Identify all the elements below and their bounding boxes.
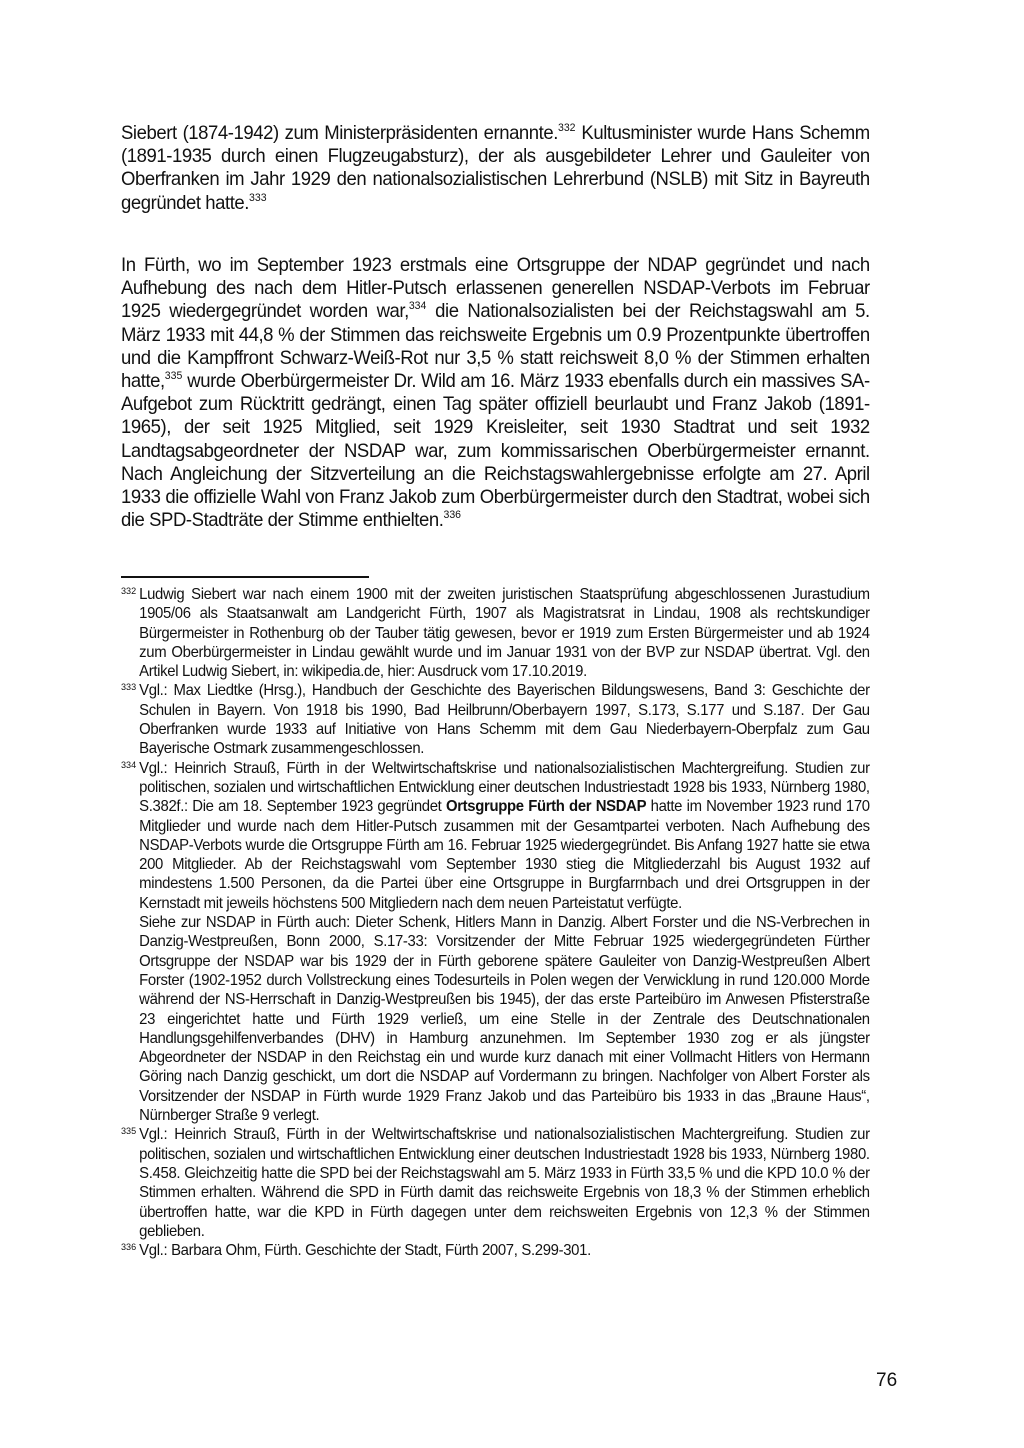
footnote-number: 332: [121, 586, 137, 597]
footnote-332: [121, 585, 870, 681]
footnote-number: 335: [121, 1126, 137, 1138]
footnote-ref-333[interactable]: 333: [249, 191, 267, 204]
paragraph-text: die Nationalsozialisten bei der Reichstagswahl am 5. März 1933 mit 44,8 % der Stimmen das reichsweite Ergebnis um 0.9 Prozentpunkte übertroffen und die Kampffront Schwarz-Weiß-Rot nur 3,5 % statt reichsweit 8,0 % der Stimmen erhalten hatte,: [121, 300, 870, 393]
paragraph-text: Siebert (1874-1942) zum Ministerpräsidenten ernannte.: [121, 122, 558, 144]
footnote-separator: [121, 576, 369, 578]
paragraph-text: Kultusminister wurde Hans Schemm (1891-1935 durch einen Flugzeugabsturz), der als ausgebildeter Lehrer und Gauleiter von Oberfranken im Jahr 1929 den nationalsozialistischen Lehrerbund (NSLB) mit Sitz in Bayreuth gegründet hatte.: [121, 122, 870, 214]
footnote-text: Siehe zur NSDAP in Fürth auch: Dieter Schenk, Hitlers Mann in Danzig. Albert Forster und die NS-Verbrechen in Danzig-Westpreußen, Bonn 2000, S.17-33: Vorsitzender der Mitte Februar 1925 wiedergegründeten Fürther Ortsgruppe der NSDAP war bis 1929 der in Fürth geborene spätere Gauleiter von Danzig-Westpreußen Albert Forster (1902-1952 durch Vollstreckung eines Todesurteils in Polen wegen der Verwicklung in rund 120.000 Morde während der NS-Herrschaft in Danzig-Westpreußen bis 1945), der das erste Parteibüro im Anwesen Pfisterstraße 23 eingerichtet hatte und Fürth 1929 verließ, um eine Stelle in der Zentrale des Deutschnationalen Handlungsgehilfenverbandes (DHV) in Hamburg anzunehmen. Im September 1930 zog er als jüngster Abgeordneter der NSDAP in den Reichstag ein und wurde kurz danach mit einer Vollmacht Hitlers von Hermann Göring nach Danzig geschickt, um dort die NSDAP auf Vordermann zu bringen. Nachfolger von Albert Forster als Vorsitzender der NSDAP in Fürth wurde 1929 Franz Jakob und das Parteibüro bis 1933 in das „Braune Haus“, Nürnberger Straße 9 verlegt.: [139, 914, 870, 1125]
footnote-number: 333: [121, 682, 137, 694]
footnote-text: Vgl.: Max Liedtke (Hrsg.), Handbuch der Geschichte des Bayerischen Bildungswesens, Band 3: Geschichte der Schulen in Bayern. Von 1918 bis 1990, Bad Heilbrunn/Oberbayern 1997, S.173, S.177 und S.187. Der Gau Oberfranken wurde 1933 auf Initiative von Hans Schemm mit dem Gau Niederbayern-Oberpfalz zum Gau Bayerische Ostmark zusammengeschlossen.: [139, 682, 870, 758]
paragraph-text: wurde Oberbürgermeister Dr. Wild am 16. März 1933 ebenfalls durch ein massives SA-Aufgebot zum Rücktritt gedrängt, einen Tag später offiziell beurlaubt und Franz Jakob (1891-1965), der seit 1925 Mitglied, seit 1929 Kreisleiter, seit 1930 Stadtrat und seit 1932 Landtagsabgeordneter der NSDAP war, zum kommissarischen Oberbürgermeister ernannt. Nach Angleichung der Sitzverteilung an die Reichstagswahlergebnisse erfolgte am 27. April 1933 die offizielle Wahl von Franz Jakob zum Oberbürgermeister durch den Stadtrat, wobei sich die SPD-Stadträte der Stimme enthielten.: [121, 370, 870, 532]
paragraph-text: In Fürth, wo im September 1923 erstmals eine Ortsgruppe der NDAP gegründet und nach Aufhebung des nach dem Hitler-Putsch erlassenen generellen NSDAP-Verbots im Februar 1925 wiedergegründet worden war,: [121, 254, 870, 323]
footnote-number: 334: [121, 759, 137, 771]
footnote-334-continuation: [121, 913, 870, 1125]
page-number: 76: [876, 1370, 898, 1391]
footnote-text: Vgl.: Heinrich Strauß, Fürth in der Weltwirtschaftskrise und nationalsozialistischen Machtergreifung. Studien zur politischen, sozialen und wirtschaftlichen Entwicklung einer deutschen Industriestadt 1928 bis 1933, Nürnberg 1980, S.382f.: Die am 18. September 1923 gegründet: [139, 759, 870, 816]
body-paragraph-1: [121, 122, 870, 215]
footnote-ref-335[interactable]: 335: [164, 370, 183, 383]
footnote-text: Vgl.: Barbara Ohm, Fürth. Geschichte der Stadt, Fürth 2007, S.299-301.: [139, 1242, 591, 1260]
footnote-ref-336[interactable]: 336: [443, 509, 462, 522]
footnotes-section: [121, 585, 870, 1260]
footnote-ref-334[interactable]: 334: [408, 300, 427, 313]
footnote-text: Ludwig Siebert war nach einem 1900 mit der zweiten juristischen Staatsprüfung abgeschlossenen Jurastudium 1905/06 als Staatsanwalt am Landgericht Fürth, 1907 als Magistratsrat in Lindau, 1908 als rechtskundiger Bürgermeister in Rothenburg ob der Tauber tätig gewesen, bevor er 1919 zum Ersten Bürgermeister und ab 1924 zum Oberbürgermeister in Lindau gewählt wurde und im Januar 1931 von der BVP zur NSDAP übertrat. Vgl. den Artikel Ludwig Siebert, in: wikipedia.de, hier: Ausdruck vom 17.10.2019.: [139, 586, 870, 681]
footnote-text: hatte im November 1923 rund 170 Mitglieder und wurde nach dem Hitler-Putsch zusammen mit der Gesamtpartei verboten. Nach Aufhebung des NSDAP-Verbots wurde die Ortsgruppe Fürth am 16. Februar 1925 wiedergegründet. Bis Anfang 1927 hatte sie etwa 200 Mitglieder. Ab der Reichstagswahl vom September 1930 stieg die Mitgliederzahl bis August 1932 auf mindestens 1.500 Personen, da die Partei über eine Ortsgruppe in Burgfarrnbach und drei Ortsgruppen in der Kernstadt mit jeweils höchstens 500 Mitgliedern nach dem neuen Parteistatut verfügte.: [139, 798, 870, 912]
footnote-336: [121, 1241, 870, 1260]
footnote-333: [121, 681, 870, 758]
footnote-text: Vgl.: Heinrich Strauß, Fürth in der Weltwirtschaftskrise und nationalsozialistischen Machtergreifung. Studien zur politischen, sozialen und wirtschaftlichen Entwicklung einer deutschen Industriestadt 1928 bis 1933, Nürnberg 1980. S.458. Gleichzeitig hatte die SPD bei der Reichstagswahl am 5. März 1933 in Fürth 33,5 % und die KPD 10.0 % der Stimmen erhalten. Während die SPD in Fürth damit das reichsweite Ergebnis von 18,3 % der Stimmen erheblich übertroffen hatte, war die KPD in Fürth dagegen unter dem reichsweiten Ergebnis von 12,3 % der Stimmen geblieben.: [139, 1126, 870, 1240]
footnote-335: [121, 1125, 870, 1241]
body-paragraph-2: [121, 254, 870, 532]
footnote-334: [121, 759, 870, 913]
footnote-number: 336: [121, 1242, 137, 1254]
footnote-bold-text: Ortsgruppe Fürth der NSDAP: [445, 798, 647, 816]
footnote-ref-332[interactable]: 332: [557, 122, 576, 134]
